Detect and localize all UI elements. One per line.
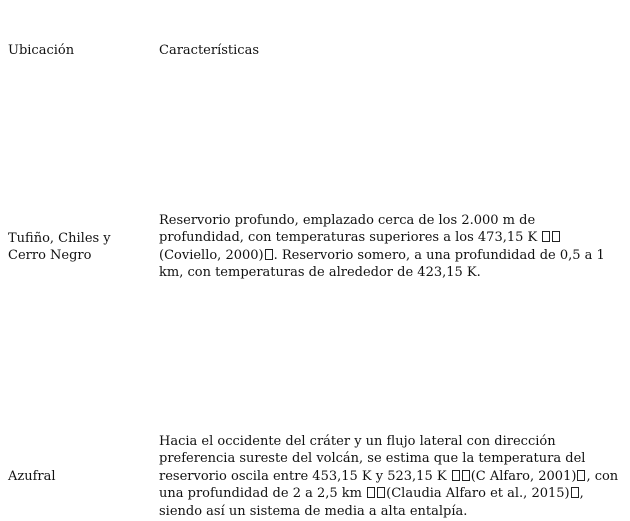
citation-marker-icon bbox=[542, 231, 550, 242]
citation-marker-icon bbox=[552, 231, 560, 242]
text-segment: , siendo así un sistema de media a alta entalpía. bbox=[159, 486, 584, 519]
row-2-location: Azufral bbox=[8, 469, 56, 484]
text-segment: . Reservorio somero, a una profundidad de 0,5 a 1 km, con temperaturas de alrededor de 423,15 K. bbox=[159, 247, 605, 281]
citation-marker-icon bbox=[462, 470, 470, 481]
citation-marker-icon bbox=[577, 470, 585, 481]
row-2-characteristics bbox=[159, 433, 619, 520]
citation: (C Alfaro, 2001) bbox=[470, 468, 577, 484]
header-characteristics: Características bbox=[159, 43, 259, 58]
citation: (Claudia Alfaro et al., 2015) bbox=[386, 486, 570, 502]
citation-marker-icon bbox=[571, 487, 579, 498]
row-1-characteristics bbox=[159, 212, 619, 282]
text-segment: , con una profundidad de 2 a 2,5 km bbox=[159, 468, 619, 502]
text-segment: Reservorio profundo, emplazado cerca de los 2.000 m de profundidad, con temperaturas superiores a los 473,15 K bbox=[159, 213, 542, 246]
citation-marker-icon bbox=[377, 487, 385, 498]
citation-marker-icon bbox=[367, 487, 375, 498]
citation: (Coviello, 2000) bbox=[159, 247, 264, 263]
citation-marker-icon bbox=[452, 470, 460, 481]
header-location: Ubicación bbox=[8, 43, 75, 58]
citation-marker-icon bbox=[265, 249, 273, 260]
text-segment: Hacia el occidente del cráter y un flujo lateral con dirección preferencia sureste del volcán, se estima que la temperatura del reservorio oscila entre 453,15 K y 523,15 K bbox=[159, 434, 586, 484]
row-1-location: Tufiño, Chiles y Cerro Negro bbox=[8, 231, 111, 264]
